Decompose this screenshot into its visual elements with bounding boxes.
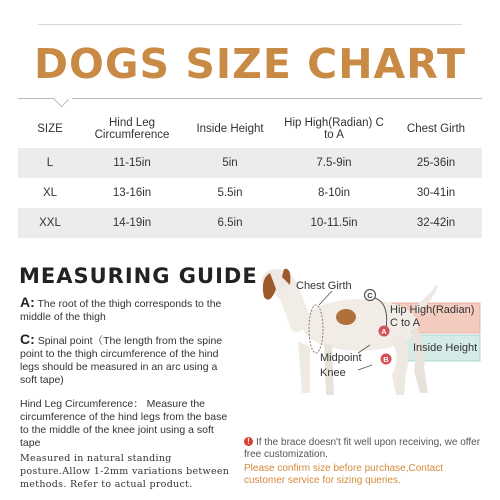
dog-diagram [240,255,490,415]
point-c-letter: C: [20,331,35,347]
header-size: SIZE [37,123,63,135]
knee-label: Knee [320,367,346,379]
cell-hip-high: 8-10in [318,187,350,199]
cell-chest-girth: 25-36in [390,148,482,178]
header-hip-high: Hip High(Radian) C to A [284,117,384,141]
inside-height-label: Inside Height [413,342,478,354]
title-divider-notch [54,92,70,108]
header-hind-leg: Hind Leg Circumference [94,117,170,141]
point-c-text: Spinal point（The length from the spine point to the thigh circumference of the hind legs should be measured in an arc using a soft tape) [20,335,223,386]
cell-hip-high: 10-11.5in [278,208,390,238]
table-header-row [18,110,482,148]
guide-point-c [20,333,232,387]
header-inside-height: Inside Height [196,123,264,135]
cell-chest-girth: 32-42in [390,208,482,238]
point-c-letter: C [367,291,373,300]
top-divider [38,24,462,25]
measuring-guide-title: MEASURING GUIDE [19,264,258,288]
size-table [18,110,482,238]
table-row [18,148,482,178]
cell-hind-leg: 13-16in [112,187,152,199]
customization-note [244,437,484,461]
point-a-letter: A [381,327,387,336]
guide-point-a [20,296,232,324]
customization-text: If the brace doesn't fit well upon receiving, we offer free customization. [244,437,481,460]
title-divider-right [72,98,482,99]
guide-standing-note: Measured in natural standing posture.Allow 1-2mm variations between methods. Refer to actual product. [20,453,230,490]
page-title: DOGS SIZE CHART [34,40,466,88]
cell-size: XXL [18,208,82,238]
point-a-letter: A: [20,294,35,310]
cell-size: XL [42,187,58,199]
midpoint-label: Midpoint [320,352,362,364]
chest-girth-label: Chest Girth [296,280,352,292]
cell-size: L [18,148,82,178]
table-row [18,178,482,208]
hip-high-label: Hip High(Radian) C to A [390,304,475,329]
knee-pointer [358,365,372,370]
guide-hind-leg: Hind Leg Circumference： Measure the circumference of the hind legs from the base to the middle of the knee joint using a soft tape [20,398,228,449]
cell-chest-girth: 30-41in [416,187,456,199]
header-chest-girth: Chest Girth [406,123,466,135]
cell-hind-leg: 14-19in [82,208,182,238]
cell-hip-high: 7.5-9in [278,148,390,178]
point-b-letter: B [383,355,389,364]
cell-inside-height: 5.5in [217,187,243,199]
cell-inside-height: 5in [182,148,278,178]
cell-inside-height: 6.5in [182,208,278,238]
point-a-text: The root of the thigh corresponds to the middle of the thigh [20,298,222,323]
cell-hind-leg: 11-15in [82,148,182,178]
table-row [18,208,482,238]
confirm-size-note: Please confirm size before purchase,Contact customer service for sizing queries. [244,463,443,486]
warning-icon: ! [244,437,253,446]
